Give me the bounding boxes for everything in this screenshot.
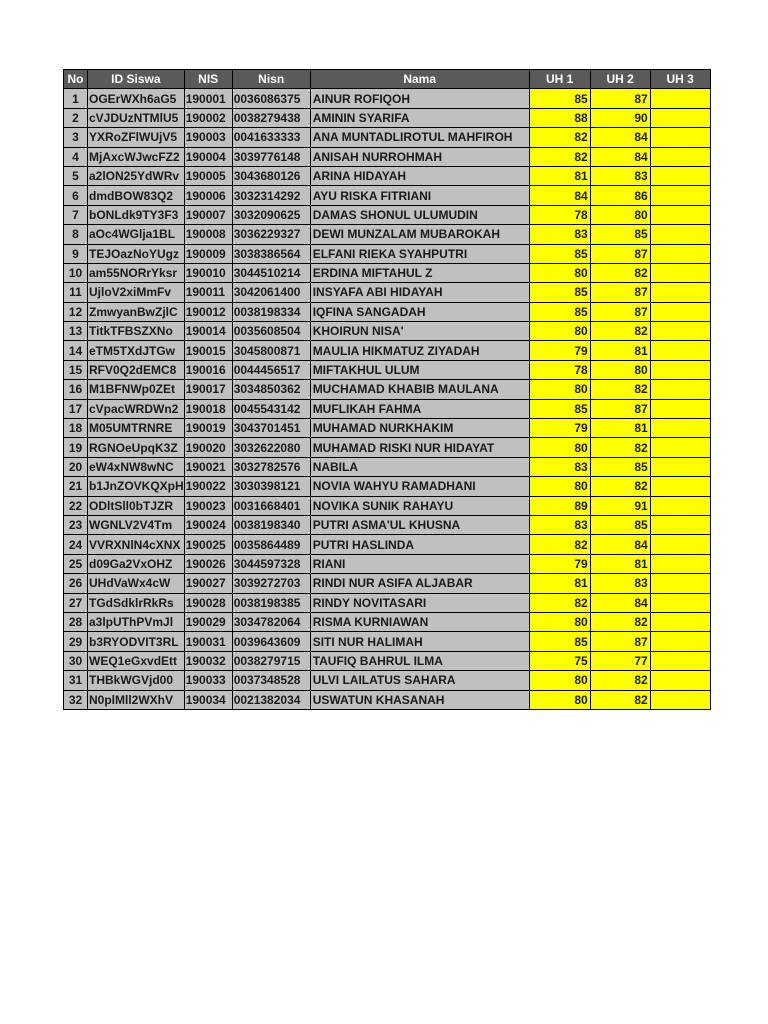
cell-nis[interactable]: 190011 bbox=[184, 283, 232, 302]
cell-no[interactable]: 28 bbox=[64, 612, 88, 631]
cell-nisn[interactable]: 0035864489 bbox=[232, 535, 310, 554]
cell-no[interactable]: 30 bbox=[64, 651, 88, 670]
table-row bbox=[64, 574, 711, 593]
cell-uh1[interactable]: 80 bbox=[529, 380, 590, 399]
cell-id-siswa[interactable]: OGErWXh6aG5 bbox=[88, 89, 185, 108]
cell-id-siswa[interactable]: b1JnZOVKQXpH bbox=[88, 477, 185, 496]
table-row bbox=[64, 671, 711, 690]
cell-uh3[interactable] bbox=[650, 322, 710, 341]
cell-uh2[interactable]: 84 bbox=[590, 128, 650, 147]
cell-nis[interactable]: 190034 bbox=[184, 690, 232, 709]
cell-no[interactable]: 31 bbox=[64, 671, 88, 690]
cell-nama[interactable]: MUHAMAD NURKHAKIM bbox=[310, 419, 529, 438]
cell-uh1[interactable]: 85 bbox=[529, 399, 590, 418]
cell-uh3[interactable] bbox=[650, 263, 710, 282]
cell-uh3[interactable] bbox=[650, 438, 710, 457]
cell-nis[interactable]: 190016 bbox=[184, 360, 232, 379]
cell-no[interactable]: 21 bbox=[64, 477, 88, 496]
table-row bbox=[64, 166, 711, 185]
cell-uh1[interactable]: 78 bbox=[529, 360, 590, 379]
cell-nisn[interactable]: 0031668401 bbox=[232, 496, 310, 515]
cell-no[interactable]: 26 bbox=[64, 574, 88, 593]
cell-uh3[interactable] bbox=[650, 554, 710, 573]
cell-uh3[interactable] bbox=[650, 651, 710, 670]
table-row bbox=[64, 457, 711, 476]
cell-uh3[interactable] bbox=[650, 535, 710, 554]
cell-uh1[interactable]: 80 bbox=[529, 690, 590, 709]
table-row bbox=[64, 554, 711, 573]
table-row bbox=[64, 263, 711, 282]
cell-no[interactable]: 7 bbox=[64, 205, 88, 224]
cell-uh1[interactable]: 75 bbox=[529, 651, 590, 670]
cell-uh3[interactable] bbox=[650, 574, 710, 593]
table-row bbox=[64, 380, 711, 399]
cell-nisn[interactable]: 0035608504 bbox=[232, 322, 310, 341]
cell-id-siswa[interactable]: RFV0Q2dEMC8 bbox=[88, 360, 185, 379]
cell-id-siswa[interactable]: eTM5TXdJTGw bbox=[88, 341, 185, 360]
cell-uh2[interactable]: 87 bbox=[590, 399, 650, 418]
cell-id-siswa[interactable]: VVRXNlN4cXNX bbox=[88, 535, 185, 554]
cell-uh2[interactable]: 84 bbox=[590, 593, 650, 612]
cell-uh2[interactable]: 84 bbox=[590, 147, 650, 166]
cell-nis[interactable]: 190032 bbox=[184, 651, 232, 670]
cell-uh2[interactable]: 83 bbox=[590, 574, 650, 593]
cell-nisn[interactable]: 3034782064 bbox=[232, 612, 310, 631]
cell-uh3[interactable] bbox=[650, 671, 710, 690]
cell-uh3[interactable] bbox=[650, 225, 710, 244]
cell-no[interactable]: 4 bbox=[64, 147, 88, 166]
cell-nisn[interactable]: 0038198340 bbox=[232, 515, 310, 534]
table-row bbox=[64, 438, 711, 457]
cell-nama[interactable]: AYU RISKA FITRIANI bbox=[310, 186, 529, 205]
cell-uh2[interactable]: 91 bbox=[590, 496, 650, 515]
cell-uh3[interactable] bbox=[650, 147, 710, 166]
cell-nis[interactable]: 190006 bbox=[184, 186, 232, 205]
cell-no[interactable]: 9 bbox=[64, 244, 88, 263]
table-row bbox=[64, 360, 711, 379]
cell-nisn[interactable]: 3039776148 bbox=[232, 147, 310, 166]
table-row bbox=[64, 612, 711, 631]
cell-uh3[interactable] bbox=[650, 419, 710, 438]
cell-uh3[interactable] bbox=[650, 186, 710, 205]
cell-uh1[interactable]: 83 bbox=[529, 515, 590, 534]
cell-uh2[interactable]: 85 bbox=[590, 457, 650, 476]
cell-no[interactable]: 12 bbox=[64, 302, 88, 321]
cell-nisn[interactable]: 0041633333 bbox=[232, 128, 310, 147]
cell-uh2[interactable]: 87 bbox=[590, 302, 650, 321]
cell-nis[interactable]: 190024 bbox=[184, 515, 232, 534]
cell-id-siswa[interactable]: TEJOazNoYUgz bbox=[88, 244, 185, 263]
cell-uh3[interactable] bbox=[650, 477, 710, 496]
cell-nisn[interactable]: 0038198385 bbox=[232, 593, 310, 612]
cell-nisn[interactable]: 0036086375 bbox=[232, 89, 310, 108]
cell-id-siswa[interactable]: RGNOeUpqK3Z bbox=[88, 438, 185, 457]
cell-uh1[interactable]: 85 bbox=[529, 244, 590, 263]
cell-nama[interactable]: TAUFIQ BAHRUL ILMA bbox=[310, 651, 529, 670]
table-row bbox=[64, 515, 711, 534]
cell-nama[interactable]: ERDINA MIFTAHUL Z bbox=[310, 263, 529, 282]
cell-uh1[interactable]: 80 bbox=[529, 322, 590, 341]
cell-no[interactable]: 13 bbox=[64, 322, 88, 341]
cell-nis[interactable]: 190009 bbox=[184, 244, 232, 263]
cell-nis[interactable]: 190012 bbox=[184, 302, 232, 321]
cell-uh1[interactable]: 79 bbox=[529, 419, 590, 438]
cell-uh1[interactable]: 81 bbox=[529, 166, 590, 185]
cell-nama[interactable]: MUHAMAD RISKI NUR HIDAYAT bbox=[310, 438, 529, 457]
cell-uh1[interactable]: 79 bbox=[529, 554, 590, 573]
cell-nisn[interactable]: 3044510214 bbox=[232, 263, 310, 282]
cell-uh2[interactable]: 87 bbox=[590, 283, 650, 302]
cell-uh1[interactable]: 82 bbox=[529, 593, 590, 612]
cell-uh2[interactable]: 82 bbox=[590, 477, 650, 496]
cell-nis[interactable]: 190031 bbox=[184, 632, 232, 651]
cell-no[interactable]: 19 bbox=[64, 438, 88, 457]
cell-no[interactable]: 32 bbox=[64, 690, 88, 709]
cell-nis[interactable]: 190022 bbox=[184, 477, 232, 496]
cell-nis[interactable]: 190007 bbox=[184, 205, 232, 224]
table-row bbox=[64, 651, 711, 670]
cell-uh3[interactable] bbox=[650, 205, 710, 224]
cell-nis[interactable]: 190005 bbox=[184, 166, 232, 185]
cell-nisn[interactable]: 3030398121 bbox=[232, 477, 310, 496]
cell-uh2[interactable]: 85 bbox=[590, 515, 650, 534]
cell-nisn[interactable]: 3032314292 bbox=[232, 186, 310, 205]
header-uh2[interactable]: UH 2 bbox=[590, 70, 650, 89]
cell-uh2[interactable]: 83 bbox=[590, 166, 650, 185]
cell-uh2[interactable]: 82 bbox=[590, 438, 650, 457]
cell-nisn[interactable]: 3038386564 bbox=[232, 244, 310, 263]
cell-nis[interactable]: 190026 bbox=[184, 554, 232, 573]
cell-nis[interactable]: 190029 bbox=[184, 612, 232, 631]
cell-id-siswa[interactable]: am55NORrYksr bbox=[88, 263, 185, 282]
cell-uh1[interactable]: 80 bbox=[529, 612, 590, 631]
header-nisn[interactable]: Nisn bbox=[232, 70, 310, 89]
table-row bbox=[64, 108, 711, 127]
cell-nisn[interactable]: 0038198334 bbox=[232, 302, 310, 321]
cell-nama[interactable]: NOVIKA SUNIK RAHAYU bbox=[310, 496, 529, 515]
cell-uh1[interactable]: 85 bbox=[529, 302, 590, 321]
table-row bbox=[64, 205, 711, 224]
cell-no[interactable]: 6 bbox=[64, 186, 88, 205]
cell-uh2[interactable]: 86 bbox=[590, 186, 650, 205]
cell-uh2[interactable]: 82 bbox=[590, 690, 650, 709]
cell-nisn[interactable]: 3043701451 bbox=[232, 419, 310, 438]
cell-uh2[interactable]: 82 bbox=[590, 380, 650, 399]
cell-no[interactable]: 5 bbox=[64, 166, 88, 185]
table-row bbox=[64, 593, 711, 612]
cell-uh3[interactable] bbox=[650, 380, 710, 399]
cell-uh1[interactable]: 85 bbox=[529, 89, 590, 108]
cell-nama[interactable]: RISMA KURNIAWAN bbox=[310, 612, 529, 631]
cell-nis[interactable]: 190025 bbox=[184, 535, 232, 554]
cell-nis[interactable]: 190010 bbox=[184, 263, 232, 282]
cell-id-siswa[interactable]: THBkWGVjd00 bbox=[88, 671, 185, 690]
cell-nisn[interactable]: 3032622080 bbox=[232, 438, 310, 457]
cell-uh3[interactable] bbox=[650, 360, 710, 379]
cell-nisn[interactable]: 3043680126 bbox=[232, 166, 310, 185]
cell-id-siswa[interactable]: M05UMTRNRE bbox=[88, 419, 185, 438]
cell-nisn[interactable]: 3045800871 bbox=[232, 341, 310, 360]
cell-id-siswa[interactable]: ZmwyanBwZjlC bbox=[88, 302, 185, 321]
cell-nisn[interactable]: 0021382034 bbox=[232, 690, 310, 709]
cell-nama[interactable]: MIFTAKHUL ULUM bbox=[310, 360, 529, 379]
cell-uh3[interactable] bbox=[650, 244, 710, 263]
header-id-siswa[interactable]: ID Siswa bbox=[88, 70, 185, 89]
cell-nis[interactable]: 190033 bbox=[184, 671, 232, 690]
cell-uh3[interactable] bbox=[650, 166, 710, 185]
cell-no[interactable]: 17 bbox=[64, 399, 88, 418]
cell-nama[interactable]: KHOIRUN NISA' bbox=[310, 322, 529, 341]
cell-no[interactable]: 27 bbox=[64, 593, 88, 612]
table-row bbox=[64, 419, 711, 438]
table-row bbox=[64, 535, 711, 554]
cell-no[interactable]: 18 bbox=[64, 419, 88, 438]
cell-nis[interactable]: 190004 bbox=[184, 147, 232, 166]
cell-id-siswa[interactable]: TGdSdklrRkRs bbox=[88, 593, 185, 612]
cell-uh1[interactable]: 82 bbox=[529, 128, 590, 147]
cell-no[interactable]: 8 bbox=[64, 225, 88, 244]
cell-nama[interactable]: INSYAFA ABI HIDAYAH bbox=[310, 283, 529, 302]
cell-id-siswa[interactable]: bONLdk9TY3F3 bbox=[88, 205, 185, 224]
cell-nama[interactable]: AINUR ROFIQOH bbox=[310, 89, 529, 108]
cell-uh2[interactable]: 85 bbox=[590, 225, 650, 244]
cell-uh3[interactable] bbox=[650, 457, 710, 476]
cell-nama[interactable]: RINDI NUR ASIFA ALJABAR bbox=[310, 574, 529, 593]
cell-nis[interactable]: 190003 bbox=[184, 128, 232, 147]
cell-id-siswa[interactable]: b3RYODVIT3RL bbox=[88, 632, 185, 651]
cell-id-siswa[interactable]: cVpacWRDWn2 bbox=[88, 399, 185, 418]
cell-no[interactable]: 24 bbox=[64, 535, 88, 554]
cell-uh1[interactable]: 79 bbox=[529, 341, 590, 360]
header-row bbox=[64, 70, 711, 89]
cell-id-siswa[interactable]: UHdVaWx4cW bbox=[88, 574, 185, 593]
header-no[interactable]: No bbox=[64, 70, 88, 89]
header-uh3[interactable]: UH 3 bbox=[650, 70, 710, 89]
cell-uh1[interactable]: 84 bbox=[529, 186, 590, 205]
cell-no[interactable]: 20 bbox=[64, 457, 88, 476]
cell-uh1[interactable]: 80 bbox=[529, 671, 590, 690]
header-nis[interactable]: NIS bbox=[184, 70, 232, 89]
cell-uh1[interactable]: 82 bbox=[529, 147, 590, 166]
cell-id-siswa[interactable]: M1BFNWp0ZEt bbox=[88, 380, 185, 399]
cell-nama[interactable]: SITI NUR HALIMAH bbox=[310, 632, 529, 651]
table-row bbox=[64, 477, 711, 496]
cell-nis[interactable]: 190023 bbox=[184, 496, 232, 515]
cell-nama[interactable]: ULVI LAILATUS SAHARA bbox=[310, 671, 529, 690]
cell-nama[interactable]: NABILA bbox=[310, 457, 529, 476]
cell-nama[interactable]: MUCHAMAD KHABIB MAULANA bbox=[310, 380, 529, 399]
cell-uh3[interactable] bbox=[650, 302, 710, 321]
cell-nis[interactable]: 190020 bbox=[184, 438, 232, 457]
cell-no[interactable]: 1 bbox=[64, 89, 88, 108]
cell-no[interactable]: 16 bbox=[64, 380, 88, 399]
cell-nisn[interactable]: 3042061400 bbox=[232, 283, 310, 302]
cell-id-siswa[interactable]: a2lON25YdWRv bbox=[88, 166, 185, 185]
cell-nis[interactable]: 190001 bbox=[184, 89, 232, 108]
cell-uh1[interactable]: 88 bbox=[529, 108, 590, 127]
cell-id-siswa[interactable]: TitkTFBSZXNo bbox=[88, 322, 185, 341]
cell-id-siswa[interactable]: aOc4WGlja1BL bbox=[88, 225, 185, 244]
student-grades-table bbox=[63, 69, 711, 710]
cell-uh2[interactable]: 87 bbox=[590, 89, 650, 108]
cell-uh2[interactable]: 82 bbox=[590, 263, 650, 282]
cell-no[interactable]: 2 bbox=[64, 108, 88, 127]
cell-nama[interactable]: DAMAS SHONUL ULUMUDIN bbox=[310, 205, 529, 224]
table-row bbox=[64, 186, 711, 205]
cell-uh2[interactable]: 81 bbox=[590, 554, 650, 573]
cell-nama[interactable]: MUFLIKAH FAHMA bbox=[310, 399, 529, 418]
table-row bbox=[64, 341, 711, 360]
cell-nisn[interactable]: 0045543142 bbox=[232, 399, 310, 418]
table-row bbox=[64, 244, 711, 263]
table-row bbox=[64, 399, 711, 418]
cell-id-siswa[interactable]: eW4xNW8wNC bbox=[88, 457, 185, 476]
cell-nama[interactable]: ANA MUNTADLIROTUL MAHFIROH bbox=[310, 128, 529, 147]
cell-id-siswa[interactable]: dmdBOW83Q2 bbox=[88, 186, 185, 205]
cell-nisn[interactable]: 3044597328 bbox=[232, 554, 310, 573]
cell-nama[interactable]: RINDY NOVITASARI bbox=[310, 593, 529, 612]
table-body bbox=[64, 89, 711, 710]
cell-uh1[interactable]: 85 bbox=[529, 283, 590, 302]
cell-nama[interactable]: MAULIA HIKMATUZ ZIYADAH bbox=[310, 341, 529, 360]
cell-nisn[interactable]: 0038279715 bbox=[232, 651, 310, 670]
cell-uh3[interactable] bbox=[650, 515, 710, 534]
cell-nis[interactable]: 190008 bbox=[184, 225, 232, 244]
cell-id-siswa[interactable]: N0plMll2WXhV bbox=[88, 690, 185, 709]
cell-nama[interactable]: ANISAH NURROHMAH bbox=[310, 147, 529, 166]
cell-no[interactable]: 25 bbox=[64, 554, 88, 573]
cell-nisn[interactable]: 0037348528 bbox=[232, 671, 310, 690]
cell-uh2[interactable]: 82 bbox=[590, 671, 650, 690]
cell-nama[interactable]: RIANI bbox=[310, 554, 529, 573]
cell-no[interactable]: 15 bbox=[64, 360, 88, 379]
cell-nis[interactable]: 190028 bbox=[184, 593, 232, 612]
cell-nisn[interactable]: 3032090625 bbox=[232, 205, 310, 224]
cell-uh1[interactable]: 83 bbox=[529, 225, 590, 244]
cell-no[interactable]: 3 bbox=[64, 128, 88, 147]
cell-uh3[interactable] bbox=[650, 690, 710, 709]
cell-nis[interactable]: 190019 bbox=[184, 419, 232, 438]
cell-uh1[interactable]: 82 bbox=[529, 535, 590, 554]
cell-uh1[interactable]: 80 bbox=[529, 477, 590, 496]
cell-nama[interactable]: AMININ SYARIFA bbox=[310, 108, 529, 127]
cell-uh2[interactable]: 81 bbox=[590, 341, 650, 360]
cell-nisn[interactable]: 3032782576 bbox=[232, 457, 310, 476]
cell-uh1[interactable]: 80 bbox=[529, 263, 590, 282]
cell-nis[interactable]: 190027 bbox=[184, 574, 232, 593]
cell-nisn[interactable]: 0044456517 bbox=[232, 360, 310, 379]
cell-no[interactable]: 14 bbox=[64, 341, 88, 360]
cell-nis[interactable]: 190015 bbox=[184, 341, 232, 360]
cell-uh2[interactable]: 80 bbox=[590, 360, 650, 379]
cell-nisn[interactable]: 3039272703 bbox=[232, 574, 310, 593]
cell-uh1[interactable]: 85 bbox=[529, 632, 590, 651]
table-row bbox=[64, 283, 711, 302]
cell-uh1[interactable]: 89 bbox=[529, 496, 590, 515]
cell-uh2[interactable]: 84 bbox=[590, 535, 650, 554]
cell-uh1[interactable]: 80 bbox=[529, 438, 590, 457]
cell-nis[interactable]: 190017 bbox=[184, 380, 232, 399]
cell-id-siswa[interactable]: a3lpUThPVmJl bbox=[88, 612, 185, 631]
cell-nama[interactable]: IQFINA SANGADAH bbox=[310, 302, 529, 321]
cell-id-siswa[interactable]: cVJDUzNTMlU5 bbox=[88, 108, 185, 127]
cell-uh3[interactable] bbox=[650, 108, 710, 127]
cell-nama[interactable]: NOVIA WAHYU RAMADHANI bbox=[310, 477, 529, 496]
cell-uh2[interactable]: 90 bbox=[590, 108, 650, 127]
cell-nisn[interactable]: 0038279438 bbox=[232, 108, 310, 127]
cell-uh2[interactable]: 87 bbox=[590, 244, 650, 263]
cell-uh2[interactable]: 87 bbox=[590, 632, 650, 651]
cell-uh2[interactable]: 82 bbox=[590, 612, 650, 631]
cell-uh3[interactable] bbox=[650, 283, 710, 302]
header-uh1[interactable]: UH 1 bbox=[529, 70, 590, 89]
cell-nisn[interactable]: 0039643609 bbox=[232, 632, 310, 651]
cell-uh3[interactable] bbox=[650, 89, 710, 108]
cell-id-siswa[interactable]: ODltSll0bTJZR bbox=[88, 496, 185, 515]
cell-no[interactable]: 11 bbox=[64, 283, 88, 302]
table-row bbox=[64, 632, 711, 651]
table-row bbox=[64, 89, 711, 108]
cell-uh3[interactable] bbox=[650, 612, 710, 631]
table-row bbox=[64, 496, 711, 515]
table-row bbox=[64, 128, 711, 147]
cell-uh2[interactable]: 82 bbox=[590, 322, 650, 341]
cell-no[interactable]: 29 bbox=[64, 632, 88, 651]
table-row bbox=[64, 322, 711, 341]
cell-uh1[interactable]: 78 bbox=[529, 205, 590, 224]
table-row bbox=[64, 225, 711, 244]
cell-uh3[interactable] bbox=[650, 128, 710, 147]
cell-no[interactable]: 22 bbox=[64, 496, 88, 515]
cell-nis[interactable]: 190018 bbox=[184, 399, 232, 418]
cell-uh2[interactable]: 80 bbox=[590, 205, 650, 224]
cell-no[interactable]: 10 bbox=[64, 263, 88, 282]
cell-no[interactable]: 23 bbox=[64, 515, 88, 534]
cell-uh1[interactable]: 83 bbox=[529, 457, 590, 476]
cell-nisn[interactable]: 3036229327 bbox=[232, 225, 310, 244]
table-row bbox=[64, 690, 711, 709]
cell-nama[interactable]: USWATUN KHASANAH bbox=[310, 690, 529, 709]
cell-nama[interactable]: DEWI MUNZALAM MUBAROKAH bbox=[310, 225, 529, 244]
cell-id-siswa[interactable]: MjAxcWJwcFZ2 bbox=[88, 147, 185, 166]
cell-nama[interactable]: ELFANI RIEKA SYAHPUTRI bbox=[310, 244, 529, 263]
cell-uh1[interactable]: 81 bbox=[529, 574, 590, 593]
cell-id-siswa[interactable]: d09Ga2VxOHZ bbox=[88, 554, 185, 573]
cell-nis[interactable]: 190014 bbox=[184, 322, 232, 341]
cell-nama[interactable]: PUTRI ASMA'UL KHUSNA bbox=[310, 515, 529, 534]
table-row bbox=[64, 147, 711, 166]
cell-nama[interactable]: PUTRI HASLINDA bbox=[310, 535, 529, 554]
cell-uh3[interactable] bbox=[650, 593, 710, 612]
cell-uh3[interactable] bbox=[650, 496, 710, 515]
cell-id-siswa[interactable]: WEQ1eGxvdEtt bbox=[88, 651, 185, 670]
cell-nama[interactable]: ARINA HIDAYAH bbox=[310, 166, 529, 185]
cell-uh3[interactable] bbox=[650, 399, 710, 418]
header-nama[interactable]: Nama bbox=[310, 70, 529, 89]
cell-id-siswa[interactable]: YXRoZFlWUjV5 bbox=[88, 128, 185, 147]
cell-uh3[interactable] bbox=[650, 341, 710, 360]
cell-nisn[interactable]: 3034850362 bbox=[232, 380, 310, 399]
cell-nis[interactable]: 190002 bbox=[184, 108, 232, 127]
cell-uh2[interactable]: 77 bbox=[590, 651, 650, 670]
cell-uh3[interactable] bbox=[650, 632, 710, 651]
table-row bbox=[64, 302, 711, 321]
cell-id-siswa[interactable]: WGNLV2V4Tm bbox=[88, 515, 185, 534]
cell-id-siswa[interactable]: UjloV2xiMmFv bbox=[88, 283, 185, 302]
cell-uh2[interactable]: 81 bbox=[590, 419, 650, 438]
cell-nis[interactable]: 190021 bbox=[184, 457, 232, 476]
